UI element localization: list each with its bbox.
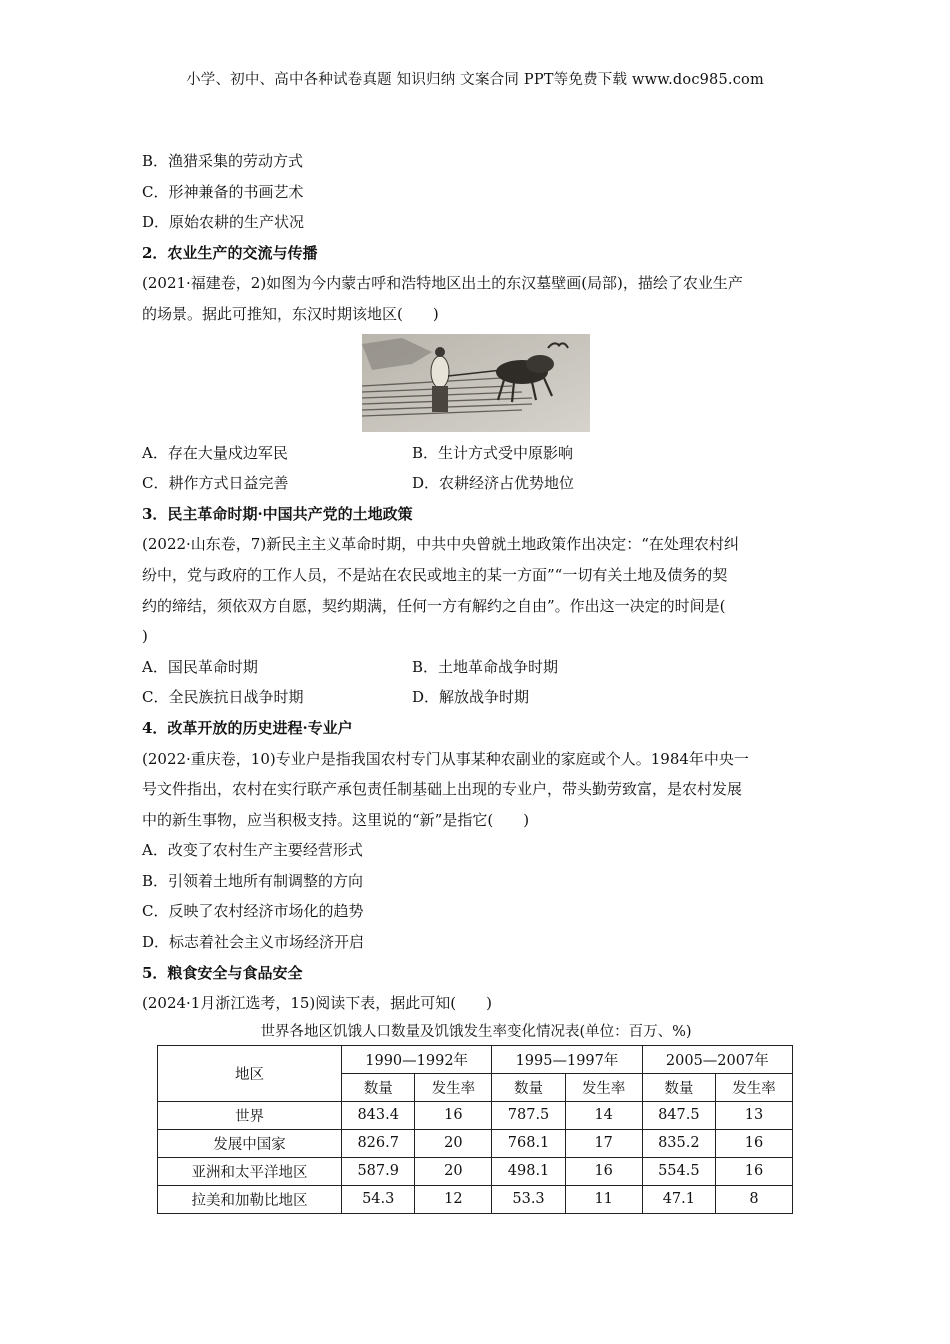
table-cell: 12 bbox=[415, 1185, 492, 1213]
table-cell: 787.5 bbox=[492, 1101, 565, 1129]
table-cell: 847.5 bbox=[642, 1101, 715, 1129]
table-cell: 498.1 bbox=[492, 1157, 565, 1185]
q3-stem-line3: 约的缔结，须依双方自愿，契约期满，任何一方有解约之自由”。作出这一决定的时间是( bbox=[142, 596, 726, 615]
q2-heading: 2．农业生产的交流与传播 bbox=[142, 243, 318, 262]
table-subheader-count: 数量 bbox=[642, 1073, 715, 1101]
table-cell: 554.5 bbox=[642, 1157, 715, 1185]
table-cell: 13 bbox=[716, 1101, 793, 1129]
table-cell: 20 bbox=[415, 1129, 492, 1157]
q2-option-d: D．农耕经济占优势地位 bbox=[412, 474, 575, 493]
q2-options-row1 bbox=[142, 438, 810, 469]
page-header: 小学、初中、高中各种试卷真题 知识归纳 文案合同 PPT等免费下载 www.doc985.com bbox=[186, 72, 764, 88]
q3-option-c: C．全民族抗日战争时期 bbox=[142, 688, 304, 707]
q4-stem-line3: 中的新生事物，应当积极支持。这里说的“新”是指它( ) bbox=[142, 810, 530, 829]
table-header-period: 1990—1992年 bbox=[342, 1045, 492, 1073]
table-cell: 16 bbox=[716, 1157, 793, 1185]
q3-options-row2 bbox=[142, 682, 810, 713]
table-subheader-rate: 发生率 bbox=[716, 1073, 793, 1101]
table-row bbox=[158, 1129, 793, 1157]
table-cell: 54.3 bbox=[342, 1185, 415, 1213]
q3-option-a: A．国民革命时期 bbox=[142, 657, 258, 676]
table-subheader-count: 数量 bbox=[342, 1073, 415, 1101]
table-subheader-rate: 发生率 bbox=[415, 1073, 492, 1101]
table-cell: 835.2 bbox=[642, 1129, 715, 1157]
q2-option-a: A．存在大量戍边军民 bbox=[142, 443, 288, 462]
table-cell: 587.9 bbox=[342, 1157, 415, 1185]
q1-option-c: C．形神兼备的书画艺术 bbox=[142, 182, 304, 201]
table-cell-region: 亚洲和太平洋地区 bbox=[158, 1157, 342, 1185]
table-header-row bbox=[158, 1045, 793, 1073]
table-header-period: 1995—1997年 bbox=[492, 1045, 642, 1073]
q1-option-d: D．原始农耕的生产状况 bbox=[142, 213, 305, 232]
mural-image bbox=[362, 334, 590, 432]
table-row bbox=[158, 1157, 793, 1185]
table-cell: 826.7 bbox=[342, 1129, 415, 1157]
table-cell-region: 发展中国家 bbox=[158, 1129, 342, 1157]
q4-option-d: D．标志着社会主义市场经济开启 bbox=[142, 933, 365, 952]
table-cell: 14 bbox=[565, 1101, 642, 1129]
q4-stem-line2: 号文件指出，农村在实行联产承包责任制基础上出现的专业户，带头勤劳致富，是农村发展 bbox=[142, 780, 743, 799]
table-row bbox=[158, 1185, 793, 1213]
table-cell: 16 bbox=[415, 1101, 492, 1129]
q1-option-b: B．渔猎采集的劳动方式 bbox=[142, 152, 304, 170]
table-cell: 16 bbox=[716, 1129, 793, 1157]
table-subheader-rate: 发生率 bbox=[565, 1073, 642, 1101]
q5-stem: (2024·1月浙江选考，15)阅读下表，据此可知( ) bbox=[142, 994, 492, 1013]
table-cell: 53.3 bbox=[492, 1185, 565, 1213]
q2-stem-line2: 的场景。据此可推知，东汉时期该地区( ) bbox=[142, 304, 439, 323]
q3-stem-line2: 纷中，党与政府的工作人员，不是站在农民或地主的某一方面”“一切有关土地及债务的契 bbox=[142, 565, 728, 584]
q4-heading: 4．改革开放的历史进程·专业户 bbox=[142, 718, 353, 737]
table-header-period: 2005—2007年 bbox=[642, 1045, 792, 1073]
table-header-region: 地区 bbox=[158, 1045, 342, 1101]
q2-option-b: B．生计方式受中原影响 bbox=[412, 443, 574, 462]
q3-options-row1 bbox=[142, 652, 810, 683]
q3-option-d: D．解放战争时期 bbox=[412, 688, 530, 707]
table-cell-region: 世界 bbox=[158, 1101, 342, 1129]
table-cell: 47.1 bbox=[642, 1185, 715, 1213]
table-row bbox=[158, 1101, 793, 1129]
q5-heading: 5．粮食安全与食品安全 bbox=[142, 963, 303, 982]
table-cell: 16 bbox=[565, 1157, 642, 1185]
table-subheader-count: 数量 bbox=[492, 1073, 565, 1101]
q4-option-b: B．引领着土地所有制调整的方向 bbox=[142, 871, 364, 890]
q2-stem-line1: (2021·福建卷，2)如图为今内蒙古呼和浩特地区出土的东汉墓壁画(局部)，描绘了农业生产 bbox=[142, 274, 743, 293]
table-cell: 843.4 bbox=[342, 1101, 415, 1129]
q3-heading: 3．民主革命时期·中国共产党的土地政策 bbox=[142, 504, 413, 523]
table-title: 世界各地区饥饿人口数量及饥饿发生率变化情况表(单位：百万、%) bbox=[260, 1023, 692, 1040]
table-cell-region: 拉美和加勒比地区 bbox=[158, 1185, 342, 1213]
q4-stem-line1: (2022·重庆卷，10)专业户是指我国农村专门从事某种农副业的家庭或个人。1984年中央一 bbox=[142, 749, 749, 768]
table-cell: 20 bbox=[415, 1157, 492, 1185]
table-cell: 768.1 bbox=[492, 1129, 565, 1157]
table-cell: 8 bbox=[716, 1185, 793, 1213]
q3-stem-line1: (2022·山东卷，7)新民主主义革命时期，中共中央曾就土地政策作出决定：“在处理农村纠 bbox=[142, 535, 739, 554]
q4-option-a: A．改变了农村生产主要经营形式 bbox=[142, 841, 363, 860]
q2-options-row2 bbox=[142, 468, 810, 499]
document-body bbox=[142, 146, 810, 1214]
q3-stem-line4: ) bbox=[142, 627, 148, 646]
q3-option-b: B．土地革命战争时期 bbox=[412, 657, 559, 676]
table-cell: 17 bbox=[565, 1129, 642, 1157]
table-cell: 11 bbox=[565, 1185, 642, 1213]
hunger-table bbox=[157, 1045, 793, 1214]
q4-option-c: C．反映了农村经济市场化的趋势 bbox=[142, 902, 364, 921]
q2-option-c: C．耕作方式日益完善 bbox=[142, 474, 289, 493]
